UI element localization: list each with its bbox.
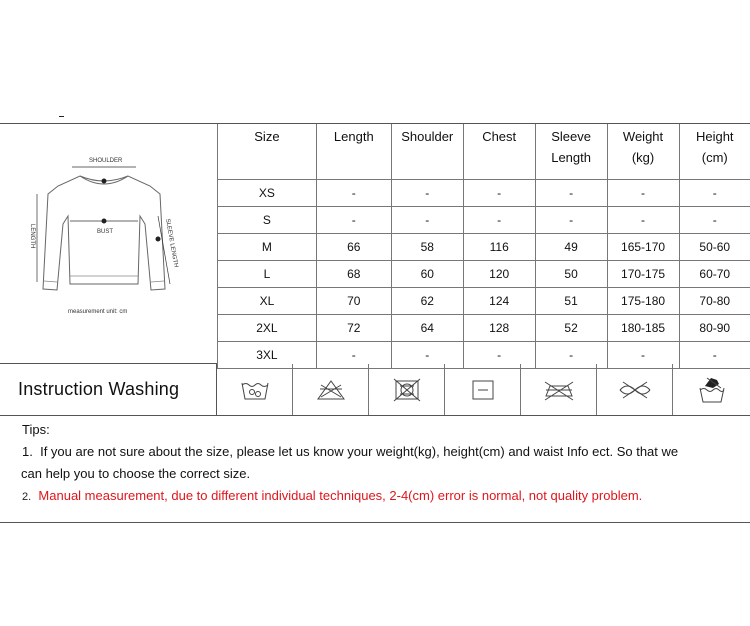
size-chart	[0, 123, 750, 523]
tip-1-continued: can help you to choose the correct size.	[21, 466, 251, 481]
header-size: Size	[218, 124, 317, 180]
table-row: 3XL - - - - - -	[218, 342, 750, 369]
size-table	[217, 124, 750, 369]
stray-dash	[59, 116, 64, 117]
sweater-diagram	[0, 124, 218, 364]
tip-1: 1. If you are not sure about the size, please let us know your weight(kg), height(cm) and waist Info ect. So that we	[22, 444, 679, 459]
line-dry-icon	[445, 364, 521, 415]
do-not-bleach-icon	[293, 364, 369, 415]
washing-icons	[217, 364, 750, 415]
table-header-row	[218, 124, 750, 180]
table-row: XL 70 62 124 51 175-180 70-80	[218, 288, 750, 315]
hand-wash-icon	[217, 364, 293, 415]
table-row: M 66 58 116 49 165-170 50-60	[218, 234, 750, 261]
sweater-illustration	[0, 124, 216, 363]
do-not-dry-clean-icon	[597, 364, 673, 415]
bust-point	[102, 219, 107, 224]
tips-section	[22, 419, 678, 508]
header-shoulder: Shoulder	[391, 124, 463, 180]
divider	[0, 415, 750, 416]
length-label: LENGTH	[29, 224, 35, 249]
table-row: S - - - - - -	[218, 207, 750, 234]
sleeve-label: SLEEVE LENGTH	[164, 218, 179, 268]
header-sleeve-length: Sleeve Length	[535, 124, 607, 180]
washing-label: Instruction Washing	[0, 364, 217, 415]
neck-point	[102, 179, 107, 184]
do-not-iron-icon	[521, 364, 597, 415]
shoulder-label: SHOULDER	[89, 158, 123, 164]
bust-label: BUST	[97, 229, 114, 235]
header-chest: Chest	[463, 124, 535, 180]
tips-title: Tips:	[22, 422, 50, 437]
table-row: XS - - - - - -	[218, 180, 750, 207]
tip-2: 2. Manual measurement, due to different individual techniques, 2-4(cm) error is normal, not quality problem.	[22, 488, 643, 503]
do-not-wring-icon	[673, 364, 750, 415]
table-row: L 68 60 120 50 170-175 60-70	[218, 261, 750, 288]
header-length: Length	[316, 124, 391, 180]
unit-label: measurement unit: cm	[68, 309, 128, 315]
sleeve-point	[156, 237, 161, 242]
table-row: 2XL 72 64 128 52 180-185 80-90	[218, 315, 750, 342]
header-weight: Weight (kg)	[607, 124, 679, 180]
do-not-tumble-dry-icon	[369, 364, 445, 415]
header-height: Height (cm)	[679, 124, 750, 180]
